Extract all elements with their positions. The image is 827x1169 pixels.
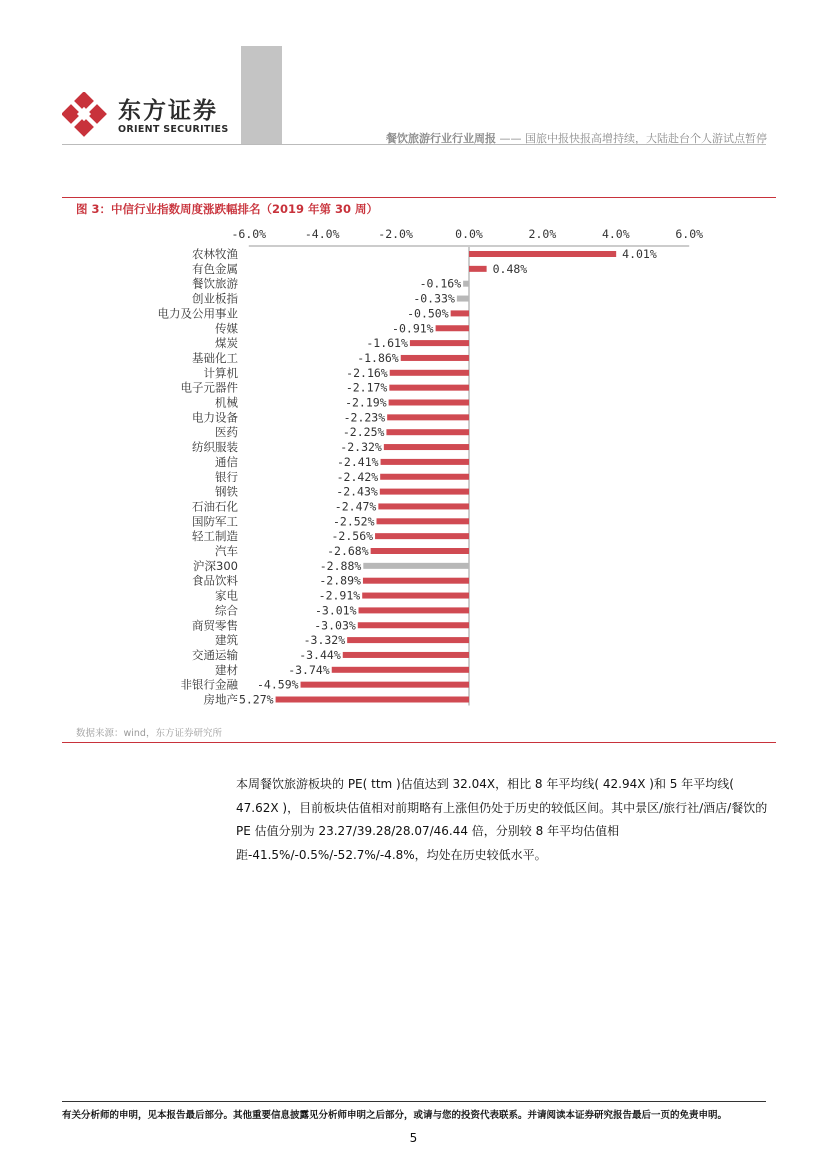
bar xyxy=(301,682,469,688)
analysis-paragraph xyxy=(236,773,772,867)
bar xyxy=(343,652,469,658)
x-tick-label: -4.0% xyxy=(304,227,340,241)
data-label: -0.91% xyxy=(392,321,434,336)
category-label: 餐饮旅游 xyxy=(192,276,238,291)
bar xyxy=(332,667,469,673)
category-label: 非银行金融 xyxy=(180,677,238,692)
bar xyxy=(381,459,469,465)
bar xyxy=(276,697,469,703)
category-label: 电力设备 xyxy=(192,410,238,425)
data-label: -2.41% xyxy=(337,454,379,469)
category-label: 银行 xyxy=(215,469,238,484)
footer-disclaimer: 有关分析师的申明，见本报告最后部分。其他重要信息披露见分析师申明之后部分，或请与您的投资代表联系。并请阅读本证券研究报告最后一页的免责申明。 xyxy=(62,1110,728,1121)
data-label: -2.91% xyxy=(318,588,361,603)
x-tick-label: 0.0% xyxy=(455,227,483,241)
category-label: 创业板指 xyxy=(192,291,238,306)
bar xyxy=(378,503,469,509)
header-separator: —— xyxy=(496,132,525,145)
brand-name-en: ORIENT SECURITIES xyxy=(118,124,229,135)
data-label: -2.17% xyxy=(345,380,388,395)
data-label: -2.42% xyxy=(336,469,379,484)
category-label: 纺织服装 xyxy=(192,440,238,455)
bar xyxy=(451,310,469,316)
data-label: -2.32% xyxy=(340,440,382,455)
bar xyxy=(387,414,469,420)
figure-bottom-rule xyxy=(62,742,776,743)
bar xyxy=(377,518,469,524)
category-label: 石油石化 xyxy=(192,499,238,514)
category-label: 传媒 xyxy=(215,321,238,336)
data-label: -2.19% xyxy=(345,395,387,410)
data-label: -3.44% xyxy=(299,647,341,662)
bar xyxy=(347,637,469,643)
bar xyxy=(401,355,469,361)
bar xyxy=(362,593,469,599)
category-label: 电力及公用事业 xyxy=(157,306,238,321)
category-label: 沪深300 xyxy=(193,558,238,573)
category-label: 计算机 xyxy=(203,365,238,380)
category-label: 基础化工 xyxy=(192,350,238,365)
page-number: 5 xyxy=(409,1131,418,1145)
data-label: -2.68% xyxy=(327,544,369,558)
footer-divider xyxy=(62,1101,766,1102)
data-label: -2.89% xyxy=(319,573,361,588)
category-label: 有色金属 xyxy=(192,261,238,276)
category-label: 食品饮料 xyxy=(192,573,238,588)
x-tick-label: -2.0% xyxy=(378,227,413,241)
figure-source: 数据来源：wind，东方证券研究所 xyxy=(76,728,222,739)
category-label: 家电 xyxy=(215,588,238,603)
bar xyxy=(389,385,469,391)
category-label: 汽车 xyxy=(215,544,238,558)
bar xyxy=(436,325,469,331)
data-label: -2.16% xyxy=(346,365,388,380)
bar xyxy=(371,548,469,554)
bar xyxy=(380,474,469,480)
bar xyxy=(457,296,469,302)
data-label: -3.03% xyxy=(314,618,356,633)
category-label: 商贸零售 xyxy=(192,618,238,633)
bar xyxy=(463,281,469,287)
data-label: 0.48% xyxy=(492,261,528,276)
category-label: 农林牧渔 xyxy=(192,247,238,261)
data-label: -2.25% xyxy=(342,425,385,440)
data-label: -5.27% xyxy=(232,692,274,707)
data-label: -3.74% xyxy=(288,662,330,677)
bar xyxy=(359,607,469,613)
bar xyxy=(375,533,469,539)
data-label: -1.61% xyxy=(366,336,408,351)
report-type: 餐饮旅游行业行业周报 xyxy=(386,132,496,145)
x-tick-label: 6.0% xyxy=(675,227,704,241)
data-label: -2.43% xyxy=(336,484,378,499)
x-tick-label: 2.0% xyxy=(528,227,557,241)
data-label: -2.56% xyxy=(331,529,374,544)
data-label: -2.47% xyxy=(334,499,377,514)
category-label: 建材 xyxy=(215,662,238,677)
bar xyxy=(384,444,469,450)
category-label: 轻工制造 xyxy=(192,529,238,544)
category-label: 煤炭 xyxy=(215,336,238,351)
category-label: 电子元器件 xyxy=(180,380,238,395)
bar xyxy=(386,429,469,435)
bar xyxy=(358,622,469,628)
bar xyxy=(469,251,616,257)
category-label: 通信 xyxy=(215,454,238,469)
data-label: -4.59% xyxy=(257,677,299,692)
category-label: 交通运输 xyxy=(192,647,238,662)
bar xyxy=(389,400,469,406)
bar xyxy=(410,340,469,346)
category-label: 建筑 xyxy=(215,633,238,648)
category-label: 国防军工 xyxy=(192,514,238,529)
x-tick-label: 4.0% xyxy=(601,227,630,241)
bar xyxy=(380,489,469,495)
x-tick-label: -6.0% xyxy=(231,227,267,241)
category-label: 综合 xyxy=(215,603,238,618)
bar xyxy=(469,266,487,272)
data-label: 4.01% xyxy=(622,247,657,261)
data-label: -0.16% xyxy=(419,276,462,291)
data-label: -0.33% xyxy=(413,291,455,306)
data-label: -2.23% xyxy=(343,410,386,425)
figure-title: 图 3：中信行业指数周度涨跌幅排名（2019 年第 30 周） xyxy=(76,202,379,216)
bar xyxy=(390,370,469,376)
data-label: -3.32% xyxy=(303,633,346,648)
paragraph-text: 本周餐饮旅游板块的 PE( ttm )估值达到 32.04X，相比 8 年平均线( 42.94X )和 5 年平均线( 47.62X )，目前板块估值相对前期略有上涨但仍处于历史的较低区间。其中景区/旅行社/酒店/餐饮的 PE 估值分别为 23.27/39.28/28.07/46.44 倍，分别较 8 年平均估值相距-41.5%/-0.5%/-52.7%/-4.8%，均处在历史较低水平。 xyxy=(236,777,768,862)
bar xyxy=(363,578,469,584)
report-subtitle: 国旅中报快报高增持续，大陆赴台个人游试点暂停 xyxy=(525,132,767,145)
bar xyxy=(363,563,469,569)
data-label: -0.50% xyxy=(407,306,449,321)
data-label: -1.86% xyxy=(357,350,399,365)
category-label: 医药 xyxy=(215,425,238,440)
data-label: -3.01% xyxy=(314,603,357,618)
category-label: 钢铁 xyxy=(215,484,238,499)
category-label: 房地产 xyxy=(203,692,238,707)
data-label: -2.52% xyxy=(332,514,375,529)
category-label: 机械 xyxy=(215,395,238,410)
brand-name-cn: 东方证券 xyxy=(118,98,218,124)
data-label: -2.88% xyxy=(319,558,362,573)
